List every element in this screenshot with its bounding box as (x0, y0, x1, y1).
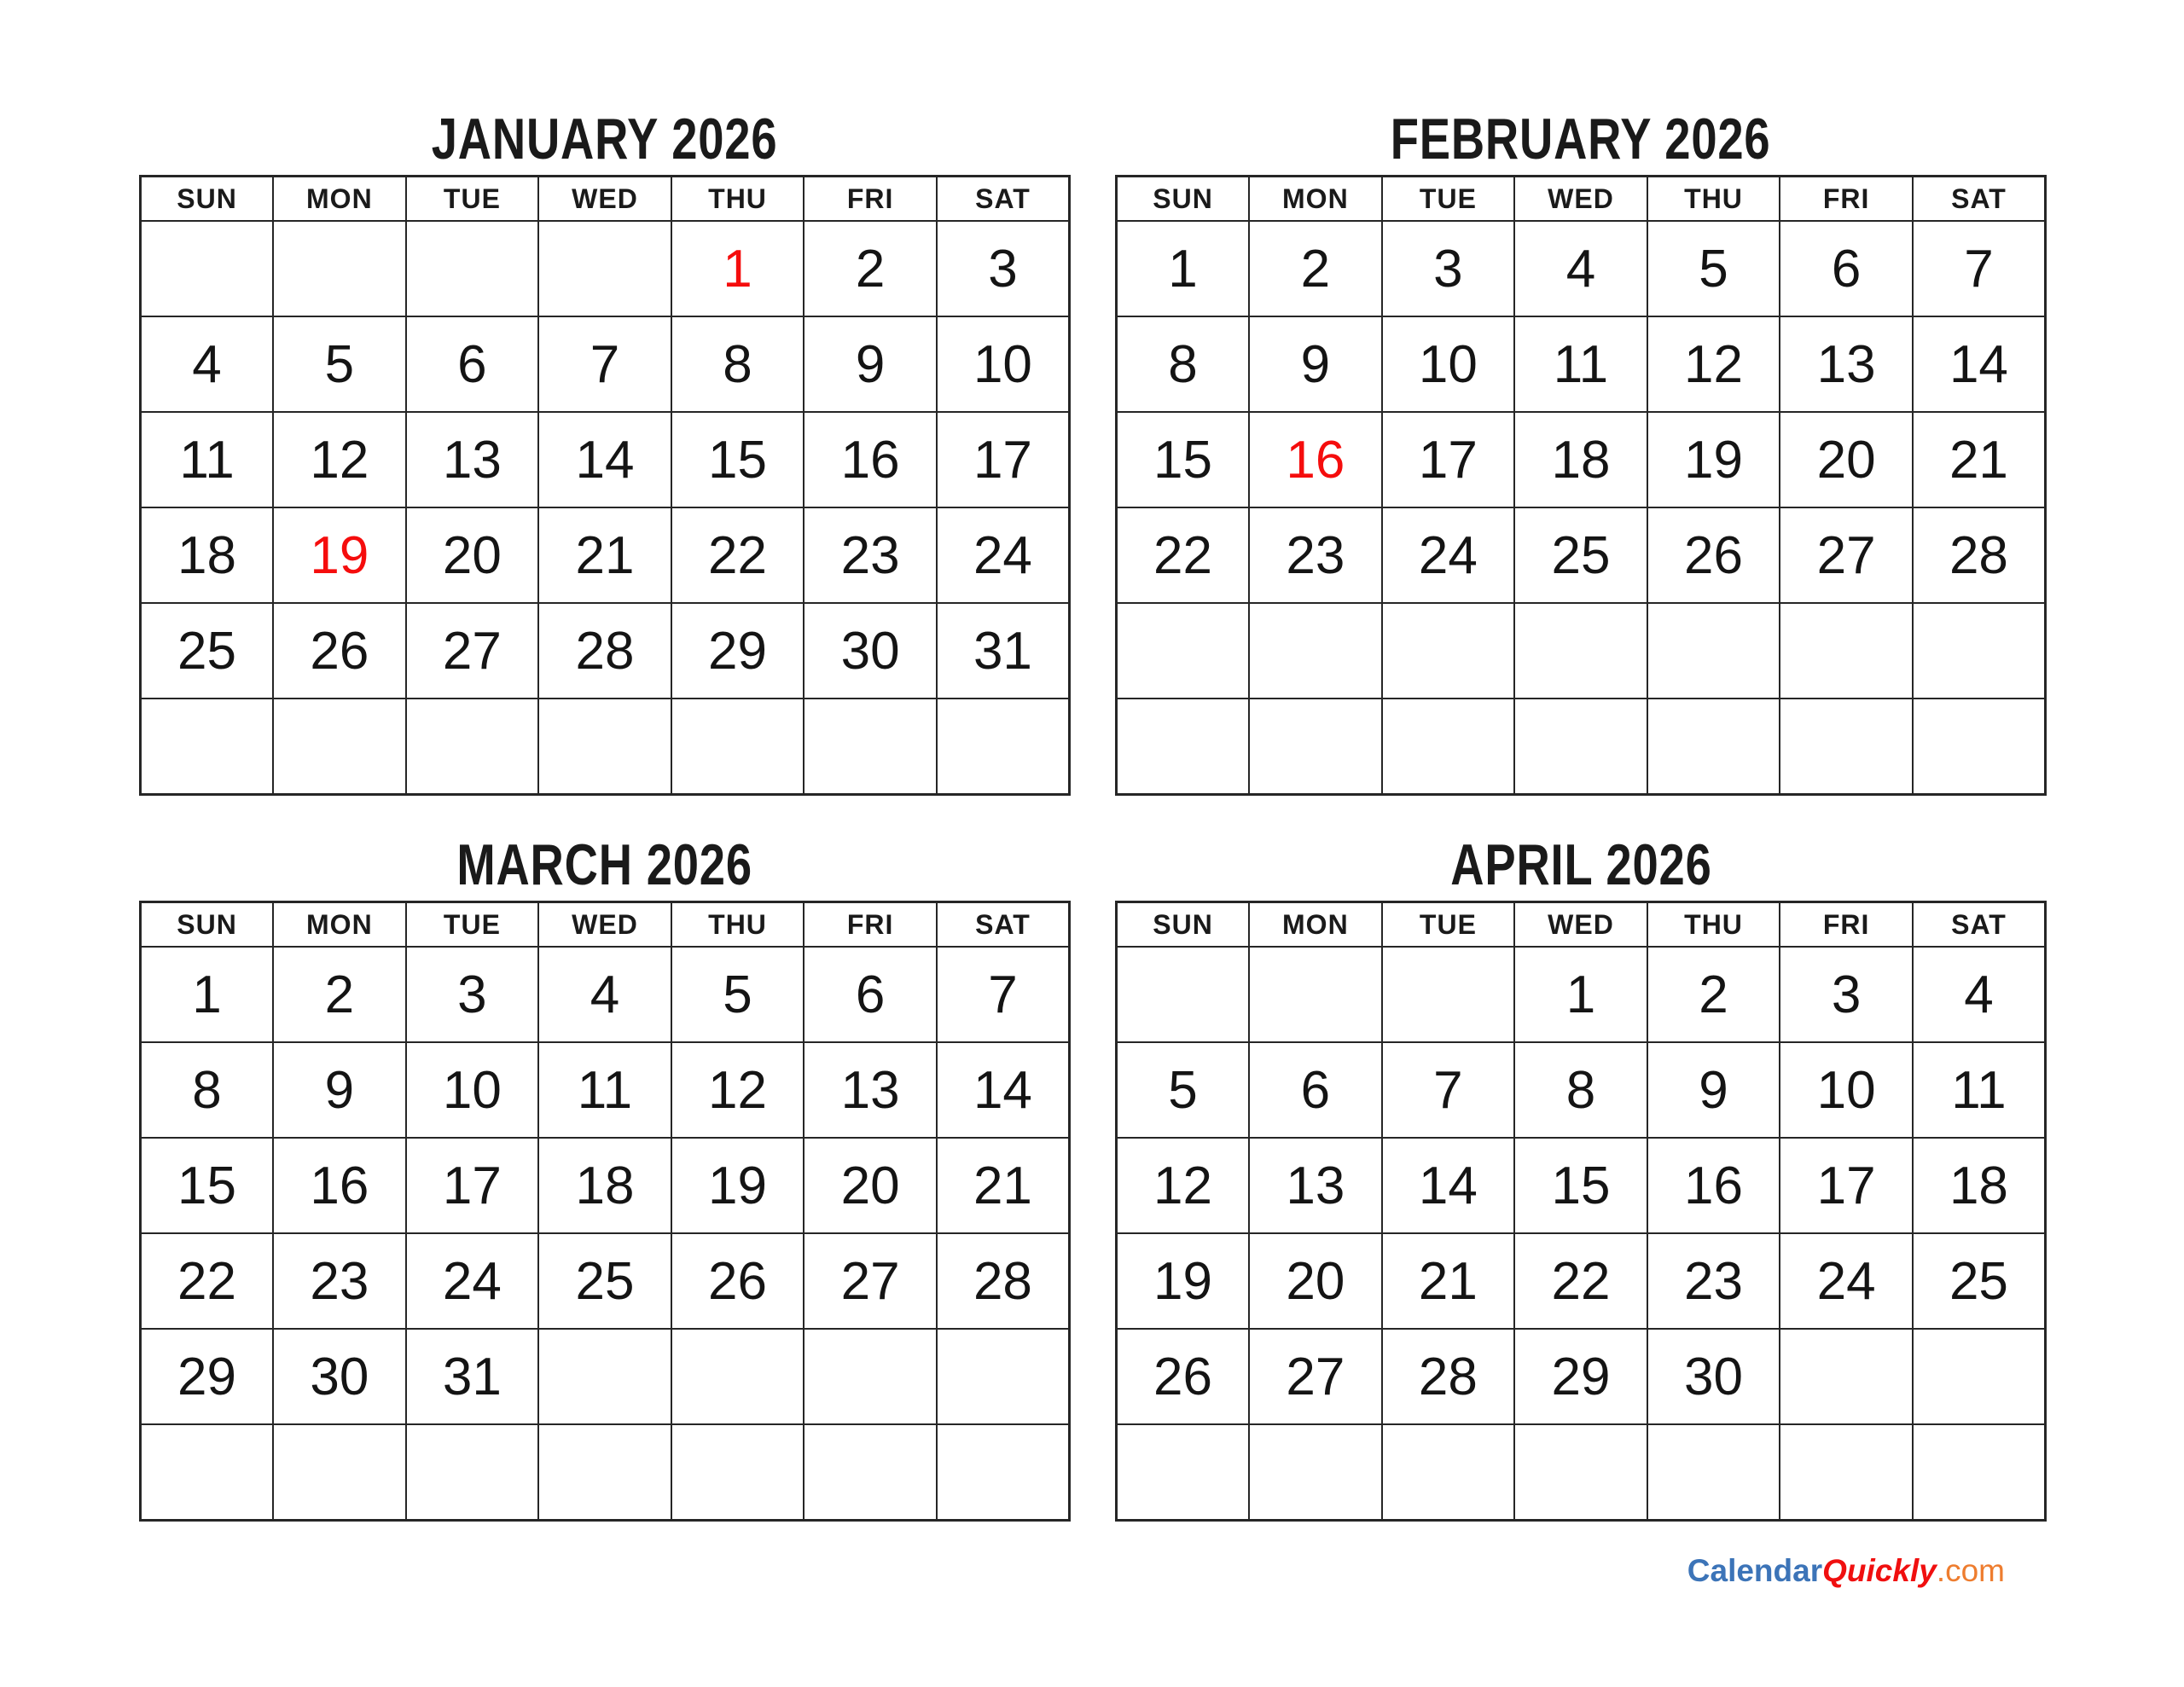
week-row (141, 412, 1070, 507)
day-cell-january-20: 20 (406, 507, 539, 603)
empty-cell (1117, 603, 1250, 699)
empty-cell (1382, 1424, 1515, 1521)
day-cell-february-28: 28 (1913, 507, 2046, 603)
calendar-grid-april (1115, 901, 2047, 1522)
logo-quickly-text: Quickly (1822, 1553, 1937, 1588)
empty-cell (671, 699, 804, 795)
day-cell-april-30: 30 (1647, 1329, 1780, 1424)
day-cell-march-23: 23 (273, 1233, 406, 1329)
day-cell-march-3: 3 (406, 947, 539, 1042)
day-cell-april-18: 18 (1913, 1138, 2046, 1233)
day-cell-january-26: 26 (273, 603, 406, 699)
day-cell-january-27: 27 (406, 603, 539, 699)
calendar-grid-march (139, 901, 1071, 1522)
empty-cell (1249, 947, 1382, 1042)
empty-cell (1913, 699, 2046, 795)
day-cell-february-7: 7 (1913, 221, 2046, 316)
weekday-header-sun: SUN (1117, 902, 1250, 948)
day-cell-april-24: 24 (1780, 1233, 1913, 1329)
calendar-grid-february (1115, 175, 2047, 796)
weekday-header-row (1117, 902, 2046, 948)
day-cell-april-11: 11 (1913, 1042, 2046, 1138)
day-cell-february-16: 16 (1249, 412, 1382, 507)
weekday-header-sat: SAT (1913, 902, 2046, 948)
week-row (141, 1424, 1070, 1521)
week-row (141, 507, 1070, 603)
day-cell-january-7: 7 (538, 316, 671, 412)
weekday-header-mon: MON (1249, 902, 1382, 948)
day-cell-february-1: 1 (1117, 221, 1250, 316)
empty-cell (1647, 603, 1780, 699)
month-march (139, 828, 1071, 1522)
weekday-header-sun: SUN (141, 177, 274, 222)
week-row (1117, 699, 2046, 795)
day-cell-april-8: 8 (1514, 1042, 1647, 1138)
day-cell-march-22: 22 (141, 1233, 274, 1329)
month-title-march (139, 828, 1071, 901)
week-row (141, 316, 1070, 412)
day-cell-april-14: 14 (1382, 1138, 1515, 1233)
empty-cell (937, 1424, 1070, 1521)
day-cell-april-9: 9 (1647, 1042, 1780, 1138)
day-cell-march-12: 12 (671, 1042, 804, 1138)
month-title-january (139, 102, 1071, 175)
week-row (141, 1138, 1070, 1233)
day-cell-february-11: 11 (1514, 316, 1647, 412)
weekday-header-sat: SAT (937, 902, 1070, 948)
day-cell-january-31: 31 (937, 603, 1070, 699)
day-cell-february-19: 19 (1647, 412, 1780, 507)
day-cell-march-14: 14 (937, 1042, 1070, 1138)
day-cell-january-6: 6 (406, 316, 539, 412)
day-cell-february-3: 3 (1382, 221, 1515, 316)
empty-cell (406, 1424, 539, 1521)
day-cell-march-28: 28 (937, 1233, 1070, 1329)
empty-cell (671, 1424, 804, 1521)
day-cell-march-19: 19 (671, 1138, 804, 1233)
day-cell-january-25: 25 (141, 603, 274, 699)
empty-cell (141, 699, 274, 795)
empty-cell (1249, 603, 1382, 699)
month-april (1115, 828, 2047, 1522)
week-row (1117, 507, 2046, 603)
day-cell-january-8: 8 (671, 316, 804, 412)
day-cell-january-28: 28 (538, 603, 671, 699)
weekday-header-wed: WED (1514, 177, 1647, 222)
empty-cell (273, 699, 406, 795)
day-cell-january-9: 9 (804, 316, 937, 412)
day-cell-march-1: 1 (141, 947, 274, 1042)
day-cell-april-22: 22 (1514, 1233, 1647, 1329)
day-cell-january-3: 3 (937, 221, 1070, 316)
empty-cell (141, 1424, 274, 1521)
day-cell-april-28: 28 (1382, 1329, 1515, 1424)
empty-cell (1780, 603, 1913, 699)
day-cell-april-17: 17 (1780, 1138, 1913, 1233)
day-cell-february-14: 14 (1913, 316, 2046, 412)
day-cell-march-27: 27 (804, 1233, 937, 1329)
empty-cell (406, 699, 539, 795)
day-cell-february-26: 26 (1647, 507, 1780, 603)
day-cell-march-17: 17 (406, 1138, 539, 1233)
weekday-header-fri: FRI (804, 177, 937, 222)
empty-cell (1647, 699, 1780, 795)
day-cell-january-11: 11 (141, 412, 274, 507)
week-row (1117, 1138, 2046, 1233)
day-cell-march-18: 18 (538, 1138, 671, 1233)
day-cell-january-12: 12 (273, 412, 406, 507)
day-cell-april-13: 13 (1249, 1138, 1382, 1233)
weekday-header-mon: MON (273, 902, 406, 948)
empty-cell (1780, 1329, 1913, 1424)
day-cell-january-21: 21 (538, 507, 671, 603)
week-row (141, 603, 1070, 699)
day-cell-february-6: 6 (1780, 221, 1913, 316)
day-cell-april-19: 19 (1117, 1233, 1250, 1329)
month-title-text: APRIL 2026 (1449, 832, 1712, 897)
day-cell-april-20: 20 (1249, 1233, 1382, 1329)
empty-cell (937, 699, 1070, 795)
logo-calendar-text: Calendar (1687, 1553, 1823, 1588)
day-cell-april-3: 3 (1780, 947, 1913, 1042)
day-cell-february-12: 12 (1647, 316, 1780, 412)
empty-cell (1913, 603, 2046, 699)
weekday-header-sat: SAT (937, 177, 1070, 222)
weekday-header-wed: WED (538, 902, 671, 948)
empty-cell (406, 221, 539, 316)
day-cell-april-23: 23 (1647, 1233, 1780, 1329)
empty-cell (1382, 603, 1515, 699)
week-row (1117, 316, 2046, 412)
day-cell-march-6: 6 (804, 947, 937, 1042)
day-cell-march-31: 31 (406, 1329, 539, 1424)
day-cell-april-25: 25 (1913, 1233, 2046, 1329)
day-cell-april-26: 26 (1117, 1329, 1250, 1424)
week-row (141, 1233, 1070, 1329)
day-cell-january-5: 5 (273, 316, 406, 412)
day-cell-february-15: 15 (1117, 412, 1250, 507)
day-cell-april-10: 10 (1780, 1042, 1913, 1138)
day-cell-march-20: 20 (804, 1138, 937, 1233)
empty-cell (1647, 1424, 1780, 1521)
empty-cell (1117, 1424, 1250, 1521)
day-cell-february-5: 5 (1647, 221, 1780, 316)
day-cell-april-1: 1 (1514, 947, 1647, 1042)
day-cell-march-16: 16 (273, 1138, 406, 1233)
day-cell-march-21: 21 (937, 1138, 1070, 1233)
month-february (1115, 102, 2047, 796)
month-title-text: JANUARY 2026 (432, 106, 778, 171)
empty-cell (1249, 1424, 1382, 1521)
day-cell-april-16: 16 (1647, 1138, 1780, 1233)
empty-cell (1382, 699, 1515, 795)
weekday-header-mon: MON (1249, 177, 1382, 222)
week-row (1117, 221, 2046, 316)
empty-cell (804, 699, 937, 795)
week-row (141, 947, 1070, 1042)
week-row (1117, 603, 2046, 699)
day-cell-march-24: 24 (406, 1233, 539, 1329)
day-cell-april-29: 29 (1514, 1329, 1647, 1424)
day-cell-january-13: 13 (406, 412, 539, 507)
month-title-text: FEBRUARY 2026 (1391, 106, 1771, 171)
month-title-february (1115, 102, 2047, 175)
day-cell-january-22: 22 (671, 507, 804, 603)
day-cell-march-11: 11 (538, 1042, 671, 1138)
week-row (1117, 1329, 2046, 1424)
day-cell-january-16: 16 (804, 412, 937, 507)
weekday-header-wed: WED (1514, 902, 1647, 948)
day-cell-april-21: 21 (1382, 1233, 1515, 1329)
day-cell-january-23: 23 (804, 507, 937, 603)
day-cell-january-1: 1 (671, 221, 804, 316)
empty-cell (671, 1329, 804, 1424)
day-cell-april-2: 2 (1647, 947, 1780, 1042)
empty-cell (538, 1329, 671, 1424)
day-cell-january-18: 18 (141, 507, 274, 603)
empty-cell (538, 221, 671, 316)
day-cell-january-17: 17 (937, 412, 1070, 507)
day-cell-april-15: 15 (1514, 1138, 1647, 1233)
day-cell-february-13: 13 (1780, 316, 1913, 412)
day-cell-march-2: 2 (273, 947, 406, 1042)
day-cell-january-19: 19 (273, 507, 406, 603)
day-cell-february-23: 23 (1249, 507, 1382, 603)
day-cell-march-29: 29 (141, 1329, 274, 1424)
day-cell-february-20: 20 (1780, 412, 1913, 507)
empty-cell (1780, 699, 1913, 795)
weekday-header-tue: TUE (1382, 177, 1515, 222)
week-row (1117, 947, 2046, 1042)
day-cell-january-4: 4 (141, 316, 274, 412)
weekday-header-sat: SAT (1913, 177, 2046, 222)
day-cell-february-4: 4 (1514, 221, 1647, 316)
day-cell-march-25: 25 (538, 1233, 671, 1329)
weekday-header-row (1117, 177, 2046, 222)
weekday-header-fri: FRI (1780, 177, 1913, 222)
day-cell-january-2: 2 (804, 221, 937, 316)
week-row (141, 221, 1070, 316)
empty-cell (1913, 1329, 2046, 1424)
weekday-header-fri: FRI (1780, 902, 1913, 948)
day-cell-march-8: 8 (141, 1042, 274, 1138)
day-cell-february-2: 2 (1249, 221, 1382, 316)
day-cell-february-17: 17 (1382, 412, 1515, 507)
week-row (1117, 1042, 2046, 1138)
month-title-april (1115, 828, 2047, 901)
weekday-header-sun: SUN (141, 902, 274, 948)
calendar-grid-january (139, 175, 1071, 796)
month-january (139, 102, 1071, 796)
day-cell-march-30: 30 (273, 1329, 406, 1424)
empty-cell (1514, 1424, 1647, 1521)
weekday-header-row (141, 902, 1070, 948)
day-cell-april-5: 5 (1117, 1042, 1250, 1138)
day-cell-february-21: 21 (1913, 412, 2046, 507)
empty-cell (1382, 947, 1515, 1042)
empty-cell (937, 1329, 1070, 1424)
day-cell-february-10: 10 (1382, 316, 1515, 412)
week-row (1117, 1233, 2046, 1329)
weekday-header-tue: TUE (406, 902, 539, 948)
week-row (1117, 412, 2046, 507)
day-cell-april-12: 12 (1117, 1138, 1250, 1233)
empty-cell (1514, 699, 1647, 795)
day-cell-february-22: 22 (1117, 507, 1250, 603)
week-row (141, 1329, 1070, 1424)
empty-cell (1913, 1424, 2046, 1521)
day-cell-march-15: 15 (141, 1138, 274, 1233)
day-cell-february-18: 18 (1514, 412, 1647, 507)
day-cell-january-30: 30 (804, 603, 937, 699)
day-cell-january-29: 29 (671, 603, 804, 699)
empty-cell (804, 1424, 937, 1521)
empty-cell (1780, 1424, 1913, 1521)
day-cell-april-7: 7 (1382, 1042, 1515, 1138)
week-row (141, 1042, 1070, 1138)
weekday-header-row (141, 177, 1070, 222)
day-cell-february-27: 27 (1780, 507, 1913, 603)
day-cell-march-13: 13 (804, 1042, 937, 1138)
weekday-header-thu: THU (671, 902, 804, 948)
empty-cell (1117, 947, 1250, 1042)
day-cell-january-14: 14 (538, 412, 671, 507)
empty-cell (1117, 699, 1250, 795)
empty-cell (1514, 603, 1647, 699)
weekday-header-tue: TUE (1382, 902, 1515, 948)
week-row (141, 699, 1070, 795)
weekday-header-thu: THU (1647, 902, 1780, 948)
logo-domain-text: .com (1936, 1553, 2005, 1588)
day-cell-january-15: 15 (671, 412, 804, 507)
site-logo[interactable] (1687, 1552, 2005, 1590)
empty-cell (804, 1329, 937, 1424)
week-row (1117, 1424, 2046, 1521)
empty-cell (273, 1424, 406, 1521)
day-cell-february-25: 25 (1514, 507, 1647, 603)
day-cell-april-4: 4 (1913, 947, 2046, 1042)
day-cell-january-10: 10 (937, 316, 1070, 412)
day-cell-march-4: 4 (538, 947, 671, 1042)
empty-cell (141, 221, 274, 316)
month-title-text: MARCH 2026 (456, 832, 753, 897)
day-cell-march-7: 7 (937, 947, 1070, 1042)
day-cell-march-10: 10 (406, 1042, 539, 1138)
weekday-header-tue: TUE (406, 177, 539, 222)
empty-cell (538, 699, 671, 795)
day-cell-february-9: 9 (1249, 316, 1382, 412)
day-cell-april-27: 27 (1249, 1329, 1382, 1424)
empty-cell (273, 221, 406, 316)
weekday-header-sun: SUN (1117, 177, 1250, 222)
day-cell-march-9: 9 (273, 1042, 406, 1138)
day-cell-march-5: 5 (671, 947, 804, 1042)
day-cell-march-26: 26 (671, 1233, 804, 1329)
weekday-header-thu: THU (1647, 177, 1780, 222)
day-cell-january-24: 24 (937, 507, 1070, 603)
weekday-header-thu: THU (671, 177, 804, 222)
weekday-header-mon: MON (273, 177, 406, 222)
day-cell-february-8: 8 (1117, 316, 1250, 412)
weekday-header-wed: WED (538, 177, 671, 222)
weekday-header-fri: FRI (804, 902, 937, 948)
empty-cell (1249, 699, 1382, 795)
day-cell-february-24: 24 (1382, 507, 1515, 603)
empty-cell (538, 1424, 671, 1521)
day-cell-april-6: 6 (1249, 1042, 1382, 1138)
